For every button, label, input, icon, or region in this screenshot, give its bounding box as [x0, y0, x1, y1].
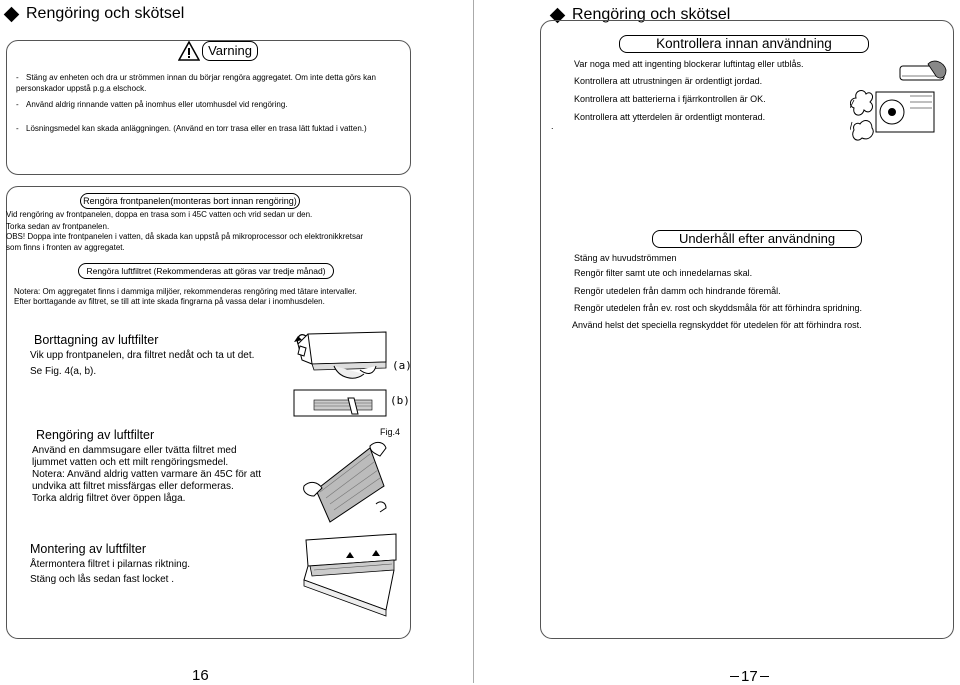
check-title: Kontrollera innan användning — [619, 35, 869, 53]
check-line-4: Kontrollera att ytterdelen är ordentligt monterad. — [574, 112, 766, 122]
diamond-icon — [4, 6, 20, 22]
warning-triangle-icon — [178, 41, 200, 66]
cleaning-title: Rengöring av luftfilter — [36, 428, 155, 442]
mounting-line-1: Återmontera filtret i pilarnas riktning. — [30, 559, 191, 570]
front-panel-title: Rengöra frontpanelen(monteras bort innan rengöring) — [80, 193, 300, 209]
mounting-line-2: Stäng och lås sedan fast locket . — [30, 574, 174, 585]
figure-b-label: (b) — [390, 394, 410, 407]
maintenance-line-3: Rengör utedelen från damm och hindrande föremål. — [574, 286, 781, 296]
front-panel-line-3: OBS! Doppa inte frontpanelen i vatten, då skada kan uppstå på mikroprocessor och elektronikkretsar — [6, 232, 364, 241]
cleaning-line-5: Torka aldrig filtret över öppen låga. — [32, 493, 186, 504]
figure-4-label: Fig.4 — [380, 427, 401, 437]
removal-line-1: Vik upp frontpanelen, dra filtret nedåt och ta ut det. — [30, 350, 255, 361]
figure-a-label: (a) — [392, 359, 412, 372]
cleaning-line-4: undvika att filtret missfärgas eller deformeras. — [32, 481, 234, 492]
cleaning-line-2: ljummet vatten och ett milt rengöringsmedel. — [32, 457, 229, 468]
air-filter-note-2: Efter borttagande av filtret, se till att inte skada fingrarna på vassa delar i inomhusdelen. — [14, 297, 325, 306]
air-filter-note-1: Notera: Om aggregatet finns i dammiga miljöer, rekommenderas rengöring med tätare intervaller. — [14, 287, 357, 296]
page-divider — [473, 0, 474, 683]
warning-item-3: - Lösningsmedel kan skada anläggningen. (Använd en torr trasa eller en trasa lätt fuktad i vatten.) — [16, 124, 367, 133]
cleaning-line-1: Använd en dammsugare eller tvätta filtret med — [32, 445, 237, 456]
front-panel-line-4: som finns i fronten av aggregatet. — [6, 243, 125, 252]
warning-item-1: - Stäng av enheten och dra ur strömmen innan du börjar rengöra aggregatet. Om inte detta görs kan — [16, 73, 376, 82]
front-panel-line-1: Vid rengöring av frontpanelen, doppa en trasa som i 45C vatten och vrid sedan ur den. — [6, 210, 313, 219]
right-page-header: Rengöring och skötsel — [552, 6, 730, 24]
left-page-header: Rengöring och skötsel — [6, 5, 184, 23]
figure-4b-illustration — [292, 388, 388, 425]
maintenance-title: Underhåll efter användning — [652, 230, 862, 248]
maintenance-line-5: Använd helst det speciella regnskyddet för utedelen för att förhindra rost. — [572, 320, 862, 330]
page-number-dash-right — [760, 676, 769, 677]
cleaning-line-3: Notera: Använd aldrig vatten varmare än 45C för att — [32, 469, 262, 480]
page-number-17: 17 — [741, 668, 758, 685]
ac-units-illustration — [850, 60, 950, 157]
filter-mounting-illustration — [300, 530, 400, 627]
check-line-1: Var noga med att ingenting blockerar luftintag eller utblås. — [574, 59, 804, 69]
mounting-title: Montering av luftfilter — [30, 542, 147, 556]
filter-cleaning-illustration — [300, 440, 392, 529]
check-dot: . — [551, 121, 554, 131]
figure-4a-illustration — [294, 326, 390, 393]
front-panel-line-2: Torka sedan av frontpanelen. — [6, 222, 110, 231]
air-filter-title: Rengöra luftfiltret (Rekommenderas att göras var tredje månad) — [78, 263, 334, 279]
check-line-3: Kontrollera att batterierna i fjärrkontrollen är OK. — [574, 94, 766, 104]
removal-line-2: Se Fig. 4(a, b). — [30, 366, 97, 377]
maintenance-line-4: Rengör utedelen från ev. rost och skyddsmåla för att förhindra spridning. — [574, 303, 862, 313]
warning-label: Varning — [202, 41, 258, 61]
check-line-2: Kontrollera att utrustningen är ordentligt jordad. — [574, 76, 763, 86]
page-number-16: 16 — [192, 667, 209, 684]
maintenance-line-2: Rengör filter samt ute och innedelarnas skal. — [574, 268, 753, 278]
removal-title: Borttagning av luftfilter — [34, 333, 159, 347]
maintenance-line-1: Stäng av huvudströmmen — [574, 253, 677, 263]
warning-item-1-cont: personskador uppstå p.g.a elschock. — [16, 84, 147, 93]
page-number-dash-left — [730, 676, 739, 677]
warning-item-2: - Använd aldrig rinnande vatten på inomhus eller utomhusdel vid rengöring. — [16, 100, 288, 109]
